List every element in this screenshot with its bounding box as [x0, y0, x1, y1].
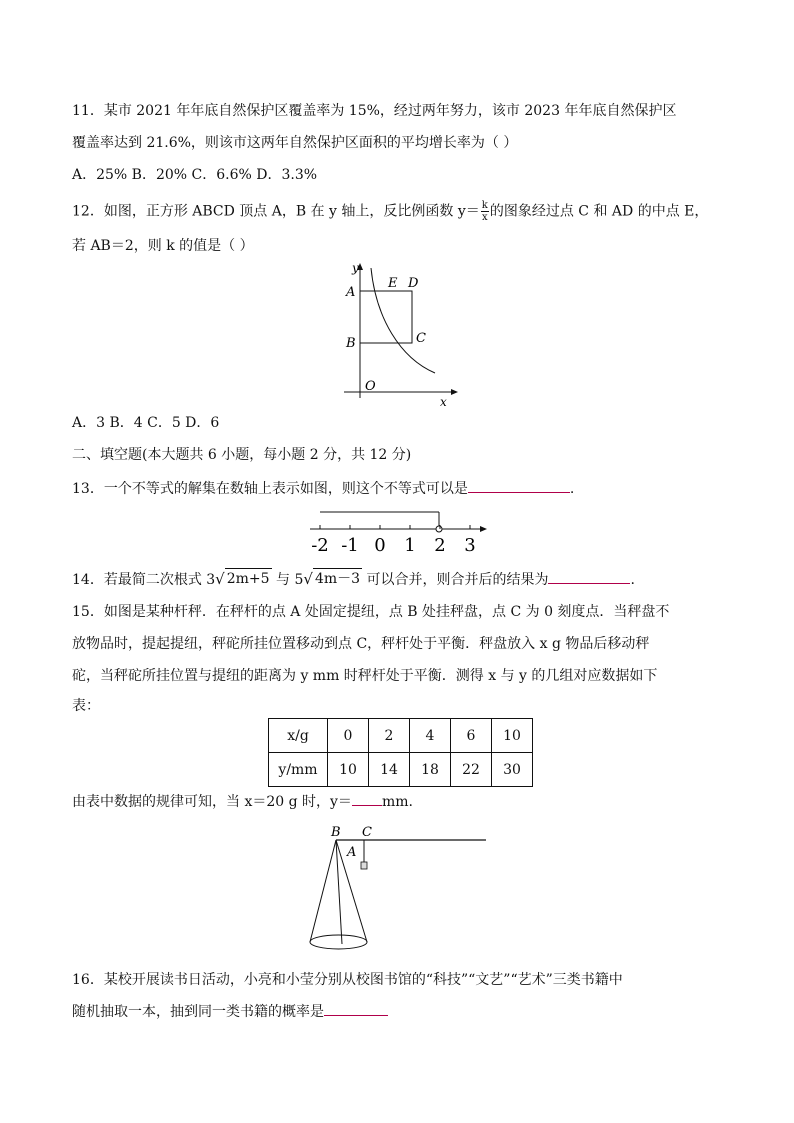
table-cell: 22 — [451, 753, 492, 787]
table-row — [269, 753, 533, 787]
q12-point-a: A — [346, 285, 356, 300]
q14-radical-1 — [215, 568, 271, 589]
q12-point-e: E — [388, 276, 398, 291]
q12-point-b: B — [346, 336, 356, 351]
q12-x-label: x — [440, 395, 447, 408]
q14-text-pre: 14．若最简二次根式 3 — [72, 572, 216, 588]
q12-y-label: y — [352, 261, 359, 275]
q15-point-c: C — [362, 825, 372, 840]
table-cell: 10 — [328, 753, 369, 787]
q14-text-mid: 与 5 — [271, 572, 304, 588]
q15-point-a: A — [347, 845, 357, 860]
q13-text: 13．一个不等式的解集在数轴上表示如图，则这个不等式可以是 — [72, 481, 468, 497]
q12-origin-label: O — [365, 379, 376, 394]
q14-text-post: 可以合并，则合并后的结果为 — [362, 572, 549, 588]
number-line-label: 0 — [374, 535, 386, 555]
q14-radical-2 — [303, 568, 362, 589]
table-cell: 4 — [410, 719, 451, 753]
q12-line-1 — [72, 200, 708, 223]
table-cell: 6 — [451, 719, 492, 753]
q13-line — [72, 478, 574, 499]
number-line-label: 1 — [404, 535, 416, 555]
q12-fraction — [481, 200, 489, 223]
q15-unit: mm. — [381, 794, 413, 810]
q11-line-2: 覆盖率达到 21.6%，则该市这两年自然保护区面积的平均增长率为（ ） — [72, 135, 518, 151]
number-line-label: -1 — [341, 535, 359, 555]
table-cell: 10 — [492, 719, 533, 753]
table-cell: 18 — [410, 753, 451, 787]
q12-options: A．3 B．4 C．5 D．6 — [72, 415, 220, 431]
q15-line-2: 放物品时，提起提纽，秤砣所挂位置移动到点 C，秤杆处于平衡．秤盘放入 x g 物品后移动秤 — [72, 636, 650, 652]
q14-radical-sign-icon: √ — [303, 570, 313, 588]
q13-period: . — [569, 481, 575, 497]
q15-steelyard-figure — [300, 820, 490, 955]
q11-line-1: 11．某市 2021 年年底自然保护区覆盖率为 15%，经过两年努力，该市 2023 年年底自然保护区 — [72, 103, 677, 119]
table-cell: 14 — [369, 753, 410, 787]
q15-line-4: 表： — [72, 698, 100, 714]
table-cell: 0 — [328, 719, 369, 753]
q16-line-1: 16．某校开展读书日活动，小亮和小莹分别从校图书馆的“科技”“文艺”“艺术”三类书籍中 — [72, 972, 623, 988]
q15-data-table — [268, 718, 533, 787]
table-row-head-y: y/mm — [269, 753, 328, 787]
q16-answer-blank[interactable] — [324, 1001, 388, 1016]
q14-line — [72, 568, 635, 590]
q14-radicand-2: 4m－3 — [313, 568, 362, 589]
q14-period: . — [630, 572, 635, 588]
q13-answer-blank[interactable] — [468, 478, 570, 493]
q15-line-1: 15．如图是某种杆秤．在秤杆的点 A 处固定提纽，点 B 处挂秤盘，点 C 为 0 刻度点．当秤盘不 — [72, 604, 670, 620]
q12-point-d: D — [408, 276, 419, 291]
number-line-label: -2 — [311, 535, 329, 555]
q16-line-2 — [72, 1001, 388, 1022]
q14-radicand-1: 2m+5 — [225, 568, 272, 589]
q13-open-circle — [436, 526, 442, 532]
q11-options: A．25% B．20% C．6.6% D．3.3% — [72, 167, 318, 183]
table-row — [269, 719, 533, 753]
q15-after-text: 由表中数据的规律可知，当 x＝20 g 时，y＝ — [72, 794, 352, 810]
q16-text: 随机抽取一本，抽到同一类书籍的概率是 — [72, 1004, 324, 1020]
q15-line-3: 砣，当秤砣所挂位置与提纽的距离为 y mm 时秤杆处于平衡．测得 x 与 y 的几组对应数据如下 — [72, 668, 658, 684]
q12-text-pre: 12．如图，正方形 ABCD 顶点 A，B 在 y 轴上，反比例函数 y＝ — [72, 203, 480, 220]
q12-figure — [330, 258, 470, 408]
table-cell: 30 — [492, 753, 533, 787]
q12-line-2: 若 AB＝2，则 k 的值是（ ） — [72, 238, 254, 254]
q14-answer-blank[interactable] — [548, 569, 630, 584]
number-line-label: 2 — [434, 535, 446, 555]
q13-number-line — [300, 505, 492, 555]
q12-fraction-numerator: k — [481, 200, 488, 211]
q12-point-c: C — [416, 331, 426, 346]
q14-radical-sign-icon: √ — [215, 570, 225, 588]
q15-point-b: B — [331, 825, 341, 840]
table-row-head-x: x/g — [269, 719, 328, 753]
q12-fraction-denominator: x — [481, 212, 488, 223]
section-2-title: 二、填空题(本大题共 6 小题，每小题 2 分，共 12 分) — [72, 447, 412, 463]
q12-text-post: 的图象经过点 C 和 AD 的中点 E， — [489, 203, 709, 220]
table-cell: 2 — [369, 719, 410, 753]
number-line-label: 3 — [464, 535, 476, 555]
q15-after-table — [72, 791, 413, 812]
q15-answer-blank[interactable] — [352, 791, 382, 806]
